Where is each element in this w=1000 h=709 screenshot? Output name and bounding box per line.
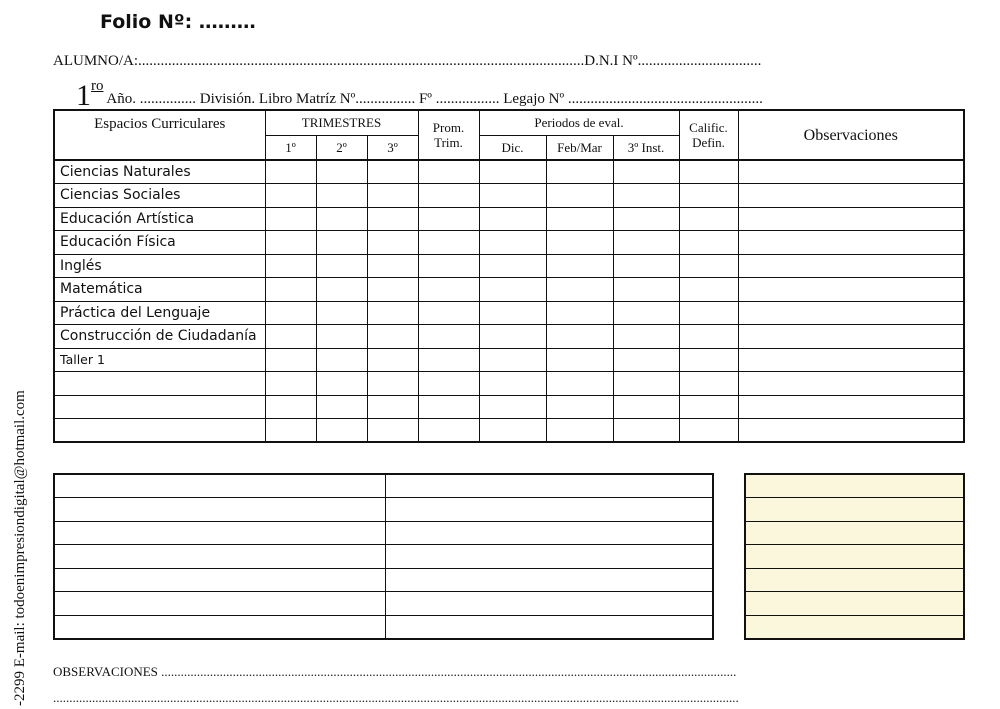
side-contact-text: -2299 E-mail: todoenimpresiondigital@hotmail.com — [12, 390, 28, 706]
grade-cell[interactable] — [738, 160, 964, 184]
header-observaciones: Observaciones — [738, 110, 964, 160]
grade-cell[interactable] — [418, 207, 479, 231]
grade-cell[interactable] — [679, 419, 738, 443]
year-ordinal: ro — [91, 78, 104, 94]
grade-cell[interactable] — [418, 325, 479, 349]
grade-cell[interactable] — [367, 207, 418, 231]
grade-cell[interactable] — [479, 207, 546, 231]
grade-cell[interactable] — [479, 419, 546, 443]
subject-label: Construcción de Ciudadanía — [54, 325, 265, 349]
extra-cell[interactable] — [54, 474, 385, 498]
grade-cell[interactable] — [479, 348, 546, 372]
grade-cell[interactable] — [316, 372, 367, 396]
extra-cell[interactable] — [385, 592, 713, 616]
header-espacios: Espacios Curriculares — [54, 110, 265, 160]
grade-cell[interactable] — [265, 395, 316, 419]
grade-cell[interactable] — [613, 348, 679, 372]
grade-cell[interactable] — [418, 395, 479, 419]
anio-division-line — [76, 78, 926, 113]
header-trim-1: 1º — [265, 135, 316, 160]
grade-cell[interactable] — [418, 254, 479, 278]
highlight-cell[interactable] — [745, 616, 964, 640]
grade-cell[interactable] — [479, 254, 546, 278]
grade-cell[interactable] — [679, 325, 738, 349]
grade-cell[interactable] — [679, 372, 738, 396]
grade-cell[interactable] — [265, 207, 316, 231]
grade-cell[interactable] — [265, 325, 316, 349]
extra-row — [54, 521, 713, 545]
highlight-cell[interactable] — [745, 568, 964, 592]
grade-cell[interactable] — [479, 231, 546, 255]
grade-cell[interactable] — [546, 207, 613, 231]
grade-cell[interactable] — [546, 231, 613, 255]
highlight-cell[interactable] — [745, 521, 964, 545]
extra-cell[interactable] — [54, 616, 385, 640]
extra-cell[interactable] — [385, 474, 713, 498]
grade-cell[interactable] — [265, 231, 316, 255]
observaciones-dots: ................................................................................................................................................................................................................... — [53, 690, 739, 705]
grade-cell[interactable] — [679, 301, 738, 325]
extra-cell[interactable] — [385, 521, 713, 545]
grade-cell[interactable] — [546, 372, 613, 396]
grade-cell[interactable] — [546, 301, 613, 325]
extra-cell[interactable] — [54, 498, 385, 522]
grade-cell[interactable] — [418, 348, 479, 372]
grade-cell[interactable] — [613, 395, 679, 419]
grade-cell[interactable] — [316, 254, 367, 278]
grade-cell[interactable] — [738, 372, 964, 396]
grade-cell[interactable] — [613, 254, 679, 278]
extra-row — [54, 616, 713, 640]
grade-cell[interactable] — [546, 325, 613, 349]
highlight-cell[interactable] — [745, 545, 964, 569]
grade-row — [54, 348, 964, 372]
extra-row — [54, 545, 713, 569]
grade-cell[interactable] — [367, 160, 418, 184]
subject-label: Inglés — [54, 254, 265, 278]
grade-cell[interactable] — [546, 184, 613, 208]
highlight-row — [745, 498, 964, 522]
grade-cell[interactable] — [613, 301, 679, 325]
grade-cell[interactable] — [738, 395, 964, 419]
highlight-cell[interactable] — [745, 474, 964, 498]
header-periodos: Periodos de eval. — [479, 110, 679, 135]
grade-cell[interactable] — [418, 160, 479, 184]
grade-cell[interactable] — [738, 301, 964, 325]
extra-cell[interactable] — [54, 568, 385, 592]
extra-cell[interactable] — [385, 498, 713, 522]
grade-cell[interactable] — [679, 160, 738, 184]
header-prom-trim: Prom. Trim. — [418, 110, 479, 160]
grade-cell[interactable] — [546, 419, 613, 443]
anio-details: Año. ............... División. Libro Matríz Nº................ Fº ................. Legajo Nº .................................................... — [103, 91, 763, 107]
extra-row — [54, 498, 713, 522]
grade-cell[interactable] — [418, 184, 479, 208]
grade-cell[interactable] — [613, 325, 679, 349]
grade-cell[interactable] — [738, 207, 964, 231]
grade-cell[interactable] — [546, 160, 613, 184]
grade-cell[interactable] — [546, 348, 613, 372]
grade-cell[interactable] — [367, 184, 418, 208]
subject-label: Matemática — [54, 278, 265, 302]
grade-cell[interactable] — [265, 254, 316, 278]
grade-cell[interactable] — [418, 301, 479, 325]
grade-cell[interactable] — [316, 419, 367, 443]
grade-cell[interactable] — [738, 419, 964, 443]
subject-label: Educación Artística — [54, 207, 265, 231]
grade-cell[interactable] — [316, 348, 367, 372]
highlight-row — [745, 545, 964, 569]
grade-cell[interactable] — [546, 395, 613, 419]
grade-cell[interactable] — [479, 395, 546, 419]
extra-row — [54, 568, 713, 592]
grade-cell[interactable] — [316, 207, 367, 231]
year-number: 1 — [76, 79, 91, 112]
extra-table — [53, 473, 714, 640]
grade-cell[interactable] — [738, 348, 964, 372]
header-trim-3: 3º — [367, 135, 418, 160]
grade-cell[interactable] — [316, 160, 367, 184]
grade-cell[interactable] — [679, 231, 738, 255]
grade-cell[interactable] — [418, 231, 479, 255]
grade-row — [54, 254, 964, 278]
highlight-row — [745, 474, 964, 498]
grade-cell[interactable] — [679, 184, 738, 208]
highlight-cell[interactable] — [745, 498, 964, 522]
grade-cell[interactable] — [367, 395, 418, 419]
grade-cell[interactable] — [613, 419, 679, 443]
subject-label: Ciencias Naturales — [54, 160, 265, 184]
subject-label: Taller 1 — [54, 348, 265, 372]
grade-cell[interactable] — [316, 395, 367, 419]
grade-cell[interactable] — [367, 231, 418, 255]
header-calific: Calific. Defin. — [679, 110, 738, 160]
extra-cell[interactable] — [385, 616, 713, 640]
extra-cell[interactable] — [385, 545, 713, 569]
grade-cell[interactable] — [367, 254, 418, 278]
grade-cell[interactable] — [316, 301, 367, 325]
grade-cell[interactable] — [316, 325, 367, 349]
header-periodo-febmar: Feb/Mar — [546, 135, 613, 160]
highlight-cell[interactable] — [745, 592, 964, 616]
grade-cell[interactable] — [613, 160, 679, 184]
grade-row — [54, 395, 964, 419]
grade-cell[interactable] — [367, 325, 418, 349]
grade-cell[interactable] — [367, 278, 418, 302]
grade-cell[interactable] — [738, 254, 964, 278]
grade-cell[interactable] — [265, 184, 316, 208]
grade-cell[interactable] — [265, 348, 316, 372]
grade-cell[interactable] — [613, 207, 679, 231]
grade-cell[interactable] — [265, 372, 316, 396]
grade-cell[interactable] — [613, 372, 679, 396]
extra-cell[interactable] — [54, 592, 385, 616]
grade-cell[interactable] — [479, 278, 546, 302]
extra-cell[interactable] — [54, 521, 385, 545]
grade-cell[interactable] — [316, 231, 367, 255]
grade-cell[interactable] — [367, 419, 418, 443]
header-periodo-3inst: 3º Inst. — [613, 135, 679, 160]
extra-cell[interactable] — [54, 545, 385, 569]
grade-cell[interactable] — [738, 278, 964, 302]
grade-row — [54, 372, 964, 396]
grade-cell[interactable] — [418, 419, 479, 443]
grade-cell[interactable] — [265, 419, 316, 443]
highlight-table — [744, 473, 965, 640]
grade-cell[interactable] — [316, 184, 367, 208]
highlight-row — [745, 521, 964, 545]
grade-cell[interactable] — [738, 231, 964, 255]
grade-cell[interactable] — [479, 160, 546, 184]
grade-cell[interactable] — [265, 278, 316, 302]
grade-cell[interactable] — [613, 278, 679, 302]
grade-cell[interactable] — [479, 372, 546, 396]
grade-cell[interactable] — [738, 184, 964, 208]
subject-label — [54, 372, 265, 396]
grade-cell[interactable] — [613, 184, 679, 208]
grade-cell[interactable] — [613, 231, 679, 255]
highlight-row — [745, 592, 964, 616]
grade-row — [54, 301, 964, 325]
extra-row — [54, 592, 713, 616]
grade-cell[interactable] — [679, 395, 738, 419]
grade-cell[interactable] — [367, 301, 418, 325]
grade-cell[interactable] — [316, 278, 367, 302]
grade-cell[interactable] — [679, 348, 738, 372]
subject-label — [54, 395, 265, 419]
grade-cell[interactable] — [265, 160, 316, 184]
grade-cell[interactable] — [738, 325, 964, 349]
alumno-dni-line: ALUMNO/A:.......................................................................................................................D.N.I Nº................................. — [53, 53, 762, 69]
folio-number: Folio Nº: ……… — [100, 11, 256, 33]
grade-row — [54, 184, 964, 208]
grade-row — [54, 325, 964, 349]
grade-cell[interactable] — [679, 254, 738, 278]
extra-row — [54, 474, 713, 498]
subject-label: Educación Física — [54, 231, 265, 255]
grade-cell[interactable] — [367, 348, 418, 372]
grade-cell[interactable] — [418, 372, 479, 396]
grade-cell[interactable] — [265, 301, 316, 325]
grade-cell[interactable] — [679, 207, 738, 231]
extra-cell[interactable] — [385, 568, 713, 592]
grade-row — [54, 207, 964, 231]
highlight-row — [745, 568, 964, 592]
grade-row — [54, 419, 964, 443]
grade-cell[interactable] — [367, 372, 418, 396]
highlight-row — [745, 616, 964, 640]
header-trimestres: TRIMESTRES — [265, 110, 418, 135]
grade-row — [54, 278, 964, 302]
grade-cell[interactable] — [479, 325, 546, 349]
header-trim-2: 2º — [316, 135, 367, 160]
grade-cell[interactable] — [546, 278, 613, 302]
grade-cell[interactable] — [479, 301, 546, 325]
grades-table — [53, 109, 965, 443]
grade-row — [54, 160, 964, 184]
grade-cell[interactable] — [418, 278, 479, 302]
subject-label: Práctica del Lenguaje — [54, 301, 265, 325]
header-periodo-dic: Dic. — [479, 135, 546, 160]
grade-cell[interactable] — [546, 254, 613, 278]
grade-cell[interactable] — [679, 278, 738, 302]
observaciones-line: OBSERVACIONES ................................................................................................................................................................................. — [53, 664, 737, 679]
subject-label: Ciencias Sociales — [54, 184, 265, 208]
subject-label — [54, 419, 265, 443]
grade-row — [54, 231, 964, 255]
grade-cell[interactable] — [479, 184, 546, 208]
